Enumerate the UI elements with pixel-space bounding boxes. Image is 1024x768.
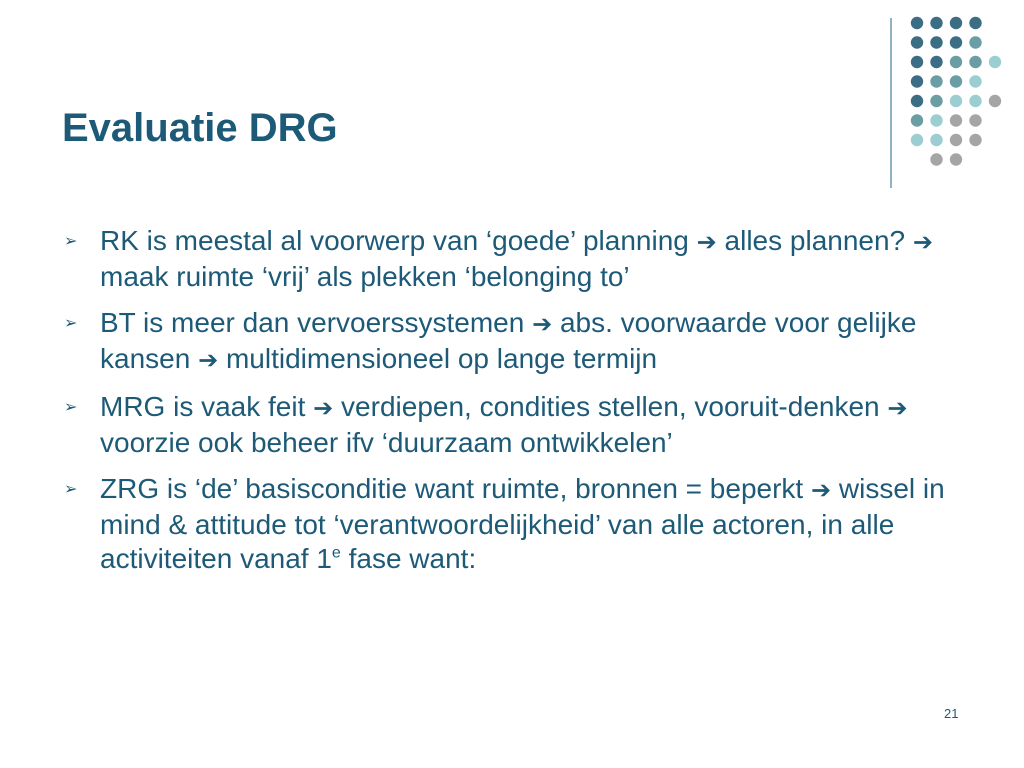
decorative-dot xyxy=(930,56,942,68)
bullet-item xyxy=(60,472,980,576)
bullet-text: MRG is vaak feit xyxy=(100,391,314,422)
decorative-dot xyxy=(950,56,962,68)
decorative-dot xyxy=(950,114,962,126)
bullet-text: wissel in mind & attitude tot ‘verantwoordelijkheid’ van alle actoren, in alle activiteiten vanaf 1 xyxy=(100,473,945,574)
decorative-dot xyxy=(911,95,923,107)
decorative-dot xyxy=(930,75,942,87)
page-title: Evaluatie DRG xyxy=(62,106,338,150)
decorative-dot xyxy=(911,36,923,48)
superscript-text: e xyxy=(331,544,341,562)
right-arrow-icon: ➔ xyxy=(696,229,717,256)
decorative-dot xyxy=(911,114,923,126)
decorative-dot xyxy=(969,36,981,48)
decorative-dot xyxy=(911,75,923,87)
decorative-dot xyxy=(969,95,981,107)
bullet-item xyxy=(60,224,980,294)
bullet-arrow-icon: ➢ xyxy=(64,315,78,332)
bullet-arrow-icon: ➢ xyxy=(64,399,78,416)
right-arrow-icon: ➔ xyxy=(313,395,334,422)
decorative-dot xyxy=(950,75,962,87)
decorative-dot xyxy=(930,134,942,146)
decorative-dot xyxy=(969,17,981,29)
decorative-dot xyxy=(930,153,942,165)
bullet-text: verdiepen, condities stellen, vooruit-denken xyxy=(333,391,888,422)
right-arrow-icon: ➔ xyxy=(532,311,553,338)
bullet-text: abs. voorwaarde voor gelijke kansen xyxy=(100,307,917,374)
bullet-text: voorzie ook beheer ifv ‘duurzaam ontwikkelen’ xyxy=(100,427,673,458)
bullet-text: multidimensioneel op lange termijn xyxy=(218,343,658,374)
bullet-text: fase want: xyxy=(340,543,477,574)
bullet-item xyxy=(60,306,980,378)
decorative-dot xyxy=(930,17,942,29)
decorative-dot xyxy=(930,95,942,107)
page-number: 21 xyxy=(944,706,959,721)
bullet-list xyxy=(60,224,980,588)
decorative-dot-grid xyxy=(0,0,1024,200)
decorative-dot xyxy=(950,134,962,146)
decorative-dot xyxy=(950,95,962,107)
bullet-text: ZRG is ‘de’ basisconditie want ruimte, bronnen = beperkt xyxy=(100,473,811,504)
right-arrow-icon: ➔ xyxy=(912,229,934,256)
decorative-dot xyxy=(969,114,981,126)
decorative-dot xyxy=(969,56,981,68)
decorative-dot xyxy=(950,153,962,165)
decorative-dot xyxy=(911,134,923,146)
bullet-text: alles plannen? xyxy=(716,225,913,256)
decorative-dot xyxy=(930,36,942,48)
decorative-dot xyxy=(989,56,1001,68)
bullet-text: maak ruimte ‘vrij’ als plekken ‘belonging to’ xyxy=(100,261,630,292)
decorative-dot xyxy=(911,56,923,68)
right-arrow-icon: ➔ xyxy=(810,477,832,504)
vertical-divider xyxy=(890,18,892,188)
bullet-arrow-icon: ➢ xyxy=(64,481,78,498)
bullet-text: BT is meer dan vervoerssystemen xyxy=(100,307,533,338)
decorative-dot xyxy=(911,17,923,29)
right-arrow-icon: ➔ xyxy=(887,395,908,422)
decorative-dot xyxy=(930,114,942,126)
right-arrow-icon: ➔ xyxy=(198,347,219,374)
bullet-item xyxy=(60,390,980,460)
decorative-dot xyxy=(989,95,1001,107)
decorative-dot xyxy=(969,134,981,146)
bullet-text: RK is meestal al voorwerp van ‘goede’ planning xyxy=(100,225,697,256)
decorative-dot xyxy=(969,75,981,87)
bullet-arrow-icon: ➢ xyxy=(64,233,78,250)
decorative-dot xyxy=(950,36,962,48)
decorative-dot xyxy=(950,17,962,29)
